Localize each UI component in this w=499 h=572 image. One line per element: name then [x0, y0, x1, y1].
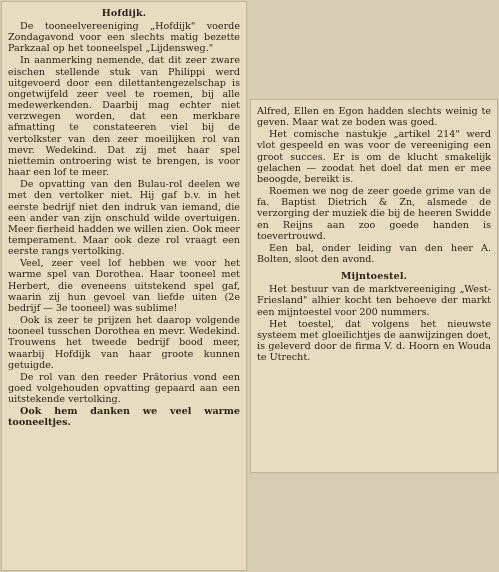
article-clipping-hofdijk — [2, 2, 246, 570]
paragraph: In aanmerking nemende, dat dit zeer zware eischen stellende stuk van Philippi werd uitgevoerd door een dilettantengezelschap is ongetwijfeld zeer veel te roemen, bij alle medewerkenden. Daarbij mag echter niet verzwegen worden, dat een merkbare afmatting te constateeren viel bij de vertolkster van den zeer moeilijken rol van mevr. Wedekind. Dat zij met haar spel niettemin ontroering wist te brengen, is voor haar een lof te meer. — [8, 55, 240, 179]
right-column — [257, 106, 491, 364]
paragraph: Het bestuur van de marktvereeniging „West-Friesland" alhier kocht ten behoeve der markt een mijntoestel voor 200 nummers. — [257, 284, 491, 318]
paragraph: Een bal, onder leiding van den heer A. Bolten, sloot den avond. — [257, 242, 491, 266]
left-column — [8, 8, 240, 430]
paragraph: Roemen we nog de zeer goede grime van de fa. Baptist Dietrich & Zn, alsmede de verzorging der muziek die bij de heeren Swidde en Reijns aan zoo goede handen is toevertrouwd. — [257, 186, 491, 242]
paragraph: Het toestel, dat volgens het nieuwste systeem met gloeilichtjes de aanwijzingen doet, is geleverd door de firma V. d. Hoorn en Wouda te Utrecht. — [257, 318, 491, 364]
article-clipping-continued — [251, 100, 497, 472]
headline-mijntoestel: Mijntoestel. — [340, 271, 408, 283]
paragraph: Ook is zeer te prijzen het daarop volgende tooneel tusschen Dorothea en mevr. Wedekind. Trouwens het tweede bedrijf bood meer, waarbij Hofdijk van haar groote kunnen getuigde. — [8, 315, 240, 371]
paragraph: Alfred, Ellen en Egon hadden slechts weinig te geven. Maar wat ze boden was goed. — [257, 106, 491, 129]
paragraph: Ook hem danken we veel warme tooneeltjes. — [8, 406, 240, 429]
paragraph: Veel, zeer veel lof hebben we voor het warme spel van Dorothea. Haar tooneel met Herbert, die eveneens uitstekend spel gaf, waarin zij hun gevoel van liefde uiten (2e bedrijf — 3e tooneel) was sublime! — [8, 258, 240, 314]
paragraph: De opvatting van den Bulau-rol deelen we met den vertolker niet. Hij gaf b.v. in het eerste bedrijf niet den indruk van iemand, die een ander van zijn onschuld wilde overtuigen. Meer fierheid hadden we willen zien. Ook meer temperament. Maar ook deze rol vraagt een eerste rangs vertolking. — [8, 179, 240, 258]
paragraph: De tooneelvereeniging „Hofdijk" voerde Zondagavond voor een slechts matig bezette Parkzaal op het tooneelspel „Lijdensweg." — [8, 21, 240, 55]
paragraph: Het comische nastukje „artikel 214" werd vlot gespeeld en was voor de vereeniging een groot succes. Er is om de klucht smakelijk gelachen — zoodat het doel dat men er mee beoogde, bereikt is. — [257, 129, 491, 185]
paragraph: De rol van den reeder Prätorius vond een goed volgehouden opvatting gepaard aan een uitstekende vertolking. — [8, 371, 240, 406]
headline-hofdijk: Hofdijk. — [101, 8, 147, 19]
